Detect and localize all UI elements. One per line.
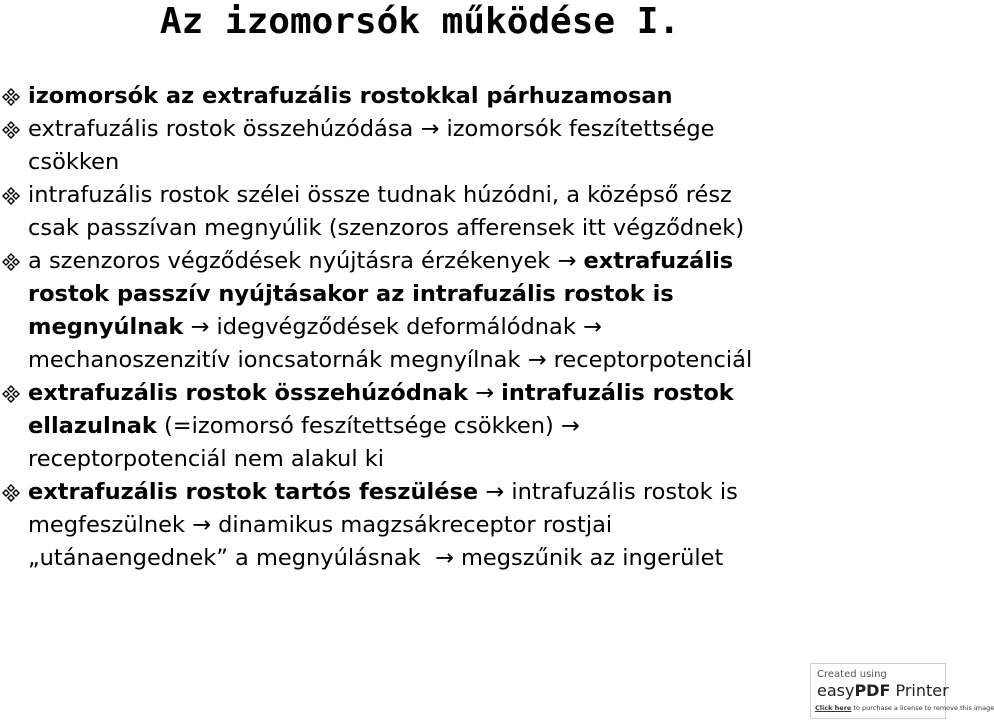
bold-text-segment: intrafuzális rostok (501, 380, 734, 406)
bold-text-segment: extrafuzális (583, 248, 734, 274)
four-diamond-bullet-icon (2, 385, 20, 403)
bullet-list (0, 80, 960, 575)
text-segment: extrafuzális rostok összehúzódása → izomorsók feszítettsége (28, 116, 715, 142)
bullet-line (28, 212, 960, 245)
watermark-link-text: to purchase a license to remove this image (851, 704, 994, 712)
four-diamond-bullet-icon (2, 484, 20, 502)
bullet-line (28, 311, 960, 344)
text-segment: mechanoszenzitív ioncsatornák megnyílnak → receptorpotenciál (28, 347, 753, 373)
slide-title: Az izomorsók működése I. (159, 1, 681, 42)
brand-pdf: PDF (854, 681, 891, 700)
text-segment: „utánaengednek” a megnyúlásnak → megszűnik az ingerület (28, 545, 724, 571)
bullet-line (28, 146, 960, 179)
text-segment: csökken (28, 149, 120, 175)
text-segment: → (467, 380, 502, 406)
bullet-line (28, 344, 960, 377)
bullet-item (0, 476, 960, 575)
bullet-line (28, 80, 960, 113)
bullet-line (28, 542, 960, 575)
bullet-line (28, 113, 960, 146)
text-segment: → intrafuzális rostok is (478, 479, 738, 505)
bullet-item (0, 179, 960, 245)
bold-text-segment: ellazulnak (28, 413, 157, 439)
bullet-item (0, 377, 960, 476)
bullet-line (28, 410, 960, 443)
bullet-item (0, 80, 960, 113)
four-diamond-bullet-icon (2, 121, 20, 139)
watermark-purchase-link[interactable] (815, 704, 994, 713)
easypdf-watermark[interactable] (810, 663, 994, 719)
four-diamond-bullet-icon (2, 253, 20, 271)
text-segment: megfeszülnek → dinamikus magzsákreceptor rostjai (28, 512, 613, 538)
bullet-item (0, 113, 960, 179)
watermark-created-using: Created using (817, 669, 887, 680)
bold-text-segment: extrafuzális rostok tartós feszülése (28, 479, 479, 505)
text-segment: (=izomorsó feszítettsége csökken) → (156, 413, 580, 439)
bullet-line (28, 509, 960, 542)
bold-text-segment: izomorsók az extrafuzális rostokkal párhuzamosan (28, 83, 673, 109)
bullet-line (28, 476, 960, 509)
bold-text-segment: rostok passzív nyújtásakor az intrafuzális rostok is (28, 281, 674, 307)
bullet-line (28, 245, 960, 278)
bold-text-segment: megnyúlnak (28, 314, 184, 340)
watermark-click-here[interactable]: Click here (815, 704, 852, 712)
bullet-line (28, 278, 960, 311)
brand-easy: easy (817, 681, 855, 700)
watermark-brand (817, 681, 949, 701)
text-segment: a szenzoros végződések nyújtásra érzékenyek → (28, 248, 584, 274)
bullet-line (28, 377, 960, 410)
bullet-line (28, 179, 960, 212)
text-segment: → idegvégződések deformálódnak → (183, 314, 602, 340)
brand-printer: Printer (890, 681, 949, 700)
bold-text-segment: extrafuzális rostok összehúzódnak (28, 380, 468, 406)
text-segment: csak passzívan megnyúlik (szenzoros afferensek itt végződnek) (28, 215, 745, 241)
text-segment: receptorpotenciál nem alakul ki (28, 446, 385, 472)
four-diamond-bullet-icon (2, 88, 20, 106)
bullet-item (0, 245, 960, 377)
text-segment: intrafuzális rostok szélei össze tudnak húzódni, a középső rész (28, 182, 732, 208)
four-diamond-bullet-icon (2, 187, 20, 205)
bullet-line (28, 443, 960, 476)
